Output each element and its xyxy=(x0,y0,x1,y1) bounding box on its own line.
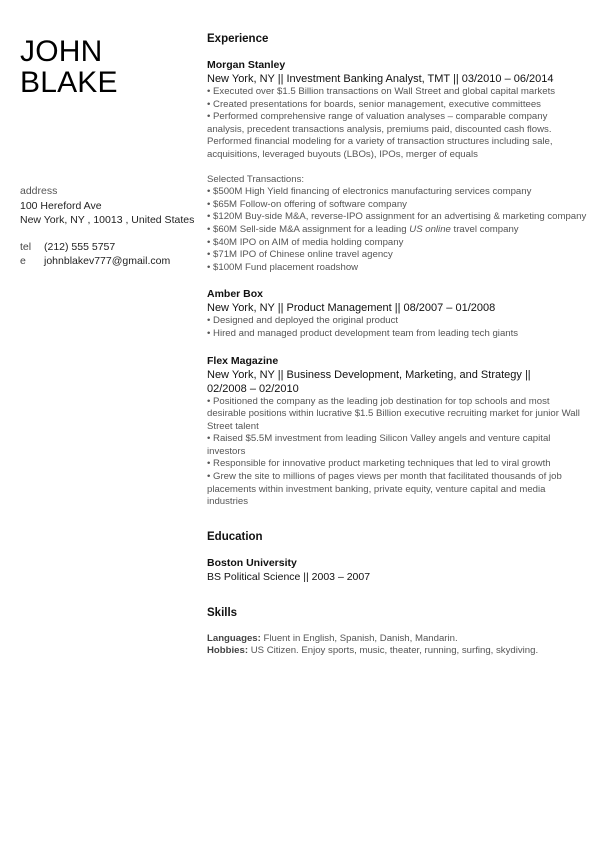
tel-label: tel xyxy=(20,240,32,253)
job-role: New York, NY || Business Development, Marketing, and Strategy || 02/2008 – 02/2010 xyxy=(207,368,531,395)
hobbies-row xyxy=(207,645,587,658)
email-label: e xyxy=(20,255,26,267)
skills-heading: Skills xyxy=(207,606,238,619)
languages-value: Fluent in English, Spanish, Danish, Mandarin. xyxy=(260,632,458,644)
address-line-1: 100 Hereford Ave xyxy=(20,199,102,212)
transactions-label: Selected Transactions: xyxy=(207,173,305,185)
transaction: • $40M IPO on AIM of media holding company xyxy=(207,236,404,248)
tel-value: (212) 555 5757 xyxy=(44,240,116,253)
company-name: Morgan Stanley xyxy=(207,59,286,71)
address-line-2: New York, NY , 10013 , United States xyxy=(20,214,195,226)
job-amber-box xyxy=(207,287,587,340)
education-entry xyxy=(207,556,587,584)
main-content xyxy=(207,32,587,658)
first-name: JOHN xyxy=(20,35,103,68)
bullet: • Raised $5.5M investment from leading Silicon Valley angels and venture capital investors xyxy=(207,433,551,457)
bullet: • Performed comprehensive range of valuation analyses – comparable company analysis, precedent transactions analysis, premiums paid, discounted cash flows. Performed financial modeling for a variety of transaction structures including sale, acquisitions, leveraged buyouts (LBOs), IPOs, merger of equals xyxy=(207,111,553,160)
name-block xyxy=(20,36,195,98)
hobbies-value: US Citizen. Enjoy sports, music, theater, running, surfing, skydiving. xyxy=(248,645,539,657)
languages-row xyxy=(207,633,587,646)
job-bullets xyxy=(207,86,587,162)
experience-heading: Experience xyxy=(207,33,269,45)
transaction: • $120M Buy-side M&A, reverse-IPO assignment for an advertising & marketing company xyxy=(207,211,587,223)
transactions-list xyxy=(207,186,587,274)
job-morgan-stanley xyxy=(207,58,587,274)
job-flex-magazine xyxy=(207,354,587,509)
bullet: • Created presentations for boards, senior management, executive committees xyxy=(207,98,541,110)
transaction: • $65M Follow-on offering of software company xyxy=(207,198,407,210)
transaction: • $60M Sell-side M&A assignment for a leading US online travel company xyxy=(207,223,519,235)
school-name: Boston University xyxy=(207,556,297,569)
tel-row xyxy=(20,240,200,255)
education-heading: Education xyxy=(207,530,263,543)
address-label: address xyxy=(20,185,58,197)
bullet: • Hired and managed product development team from leading tech giants xyxy=(207,327,519,339)
languages-label: Languages: xyxy=(207,632,261,644)
bullet: • Designed and deployed the original product xyxy=(207,315,399,327)
email-value: johnblakev777@gmail.com xyxy=(44,255,171,267)
hobbies-label: Hobbies: xyxy=(207,645,249,657)
company-name: Flex Magazine xyxy=(207,354,279,367)
job-bullets xyxy=(207,396,587,509)
italic-text: US online xyxy=(409,223,451,235)
transaction: • $100M Fund placement roadshow xyxy=(207,261,359,273)
job-bullets xyxy=(207,315,587,340)
bullet: • Positioned the company as the leading job destination for top schools and most desirable positions within lucrative $1.5 Billion executive recruiting market for junior Wall Street talent xyxy=(207,395,580,432)
job-role: New York, NY || Product Management || 08/2007 – 01/2008 xyxy=(207,302,496,315)
bullet: • Grew the site to millions of pages views per month that facilitated thousands of job placements within investment banking, private equity, venture capital and media industries xyxy=(207,471,562,508)
bullet: • Executed over $1.5 Billion transactions on Wall Street and global capital markets xyxy=(207,86,556,97)
email-row xyxy=(20,254,200,269)
job-role: New York, NY || Investment Banking Analyst, TMT || 03/2010 – 06/2014 xyxy=(207,73,554,85)
bullet: • Responsible for innovative product marketing techniques that led to viral growth xyxy=(207,458,551,470)
company-name: Amber Box xyxy=(207,288,264,301)
degree: BS Political Science || 2003 – 2007 xyxy=(207,570,371,583)
skills-list xyxy=(207,633,587,658)
transaction: • $71M IPO of Chinese online travel agency xyxy=(207,249,393,261)
transaction: • $500M High Yield financing of electronics manufacturing services company xyxy=(207,186,532,198)
last-name: BLAKE xyxy=(20,66,118,99)
contact-block xyxy=(20,184,200,269)
